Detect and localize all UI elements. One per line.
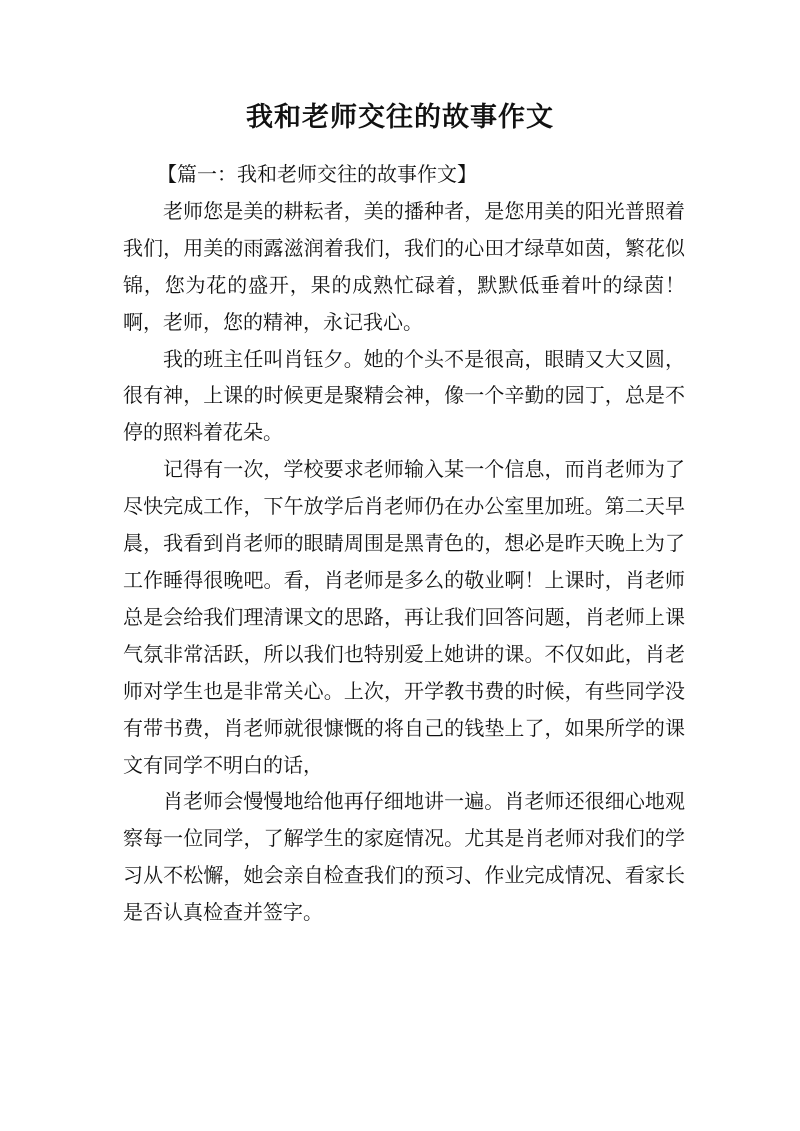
- document-title: 我和老师交往的故事作文: [246, 102, 554, 133]
- section-heading: 【篇一：我和老师交往的故事作文】: [157, 162, 477, 186]
- paragraph-1: 老师您是美的耕耘者，美的播种者，是您用美的阳光普照着我们，用美的雨露滋润着我们，我们的心田才绿草如茵，繁花似锦，您为花的盛开，果的成熟忙碌着，默默低垂着叶的绿茵！啊，老师，您的精神，永记我心。: [123, 198, 685, 334]
- paragraph-2: 我的班主任叫肖钰夕。她的个头不是很高，眼睛又大又圆，很有神，上课的时候更是聚精会神，像一个辛勤的园丁，总是不停的照料着花朵。: [123, 346, 685, 445]
- paragraph-4: 肖老师会慢慢地给他再仔细地讲一遍。肖老师还很细心地观察每一位同学，了解学生的家庭情况。尤其是肖老师对我们的学习从不松懈，她会亲自检查我们的预习、作业完成情况、看家长是否认真检查并签字。: [123, 789, 685, 925]
- paragraph-3: 记得有一次，学校要求老师输入某一个信息，而肖老师为了尽快完成工作，下午放学后肖老师仍在办公室里加班。第二天早晨，我看到肖老师的眼睛周围是黑青色的，想必是昨天晚上为了工作睡得很晚吧。看，肖老师是多么的敬业啊！上课时，肖老师总是会给我们理清课文的思路，再让我们回答问题，肖老师上课气氛非常活跃，所以我们也特别爱上她讲的课。不仅如此，肖老师对学生也是非常关心。上次，开学教书费的时候，有些同学没有带书费，肖老师就很慷慨的将自己的钱垫上了，如果所学的课文有同学不明白的话，: [123, 457, 685, 777]
- document-body: [123, 156, 685, 931]
